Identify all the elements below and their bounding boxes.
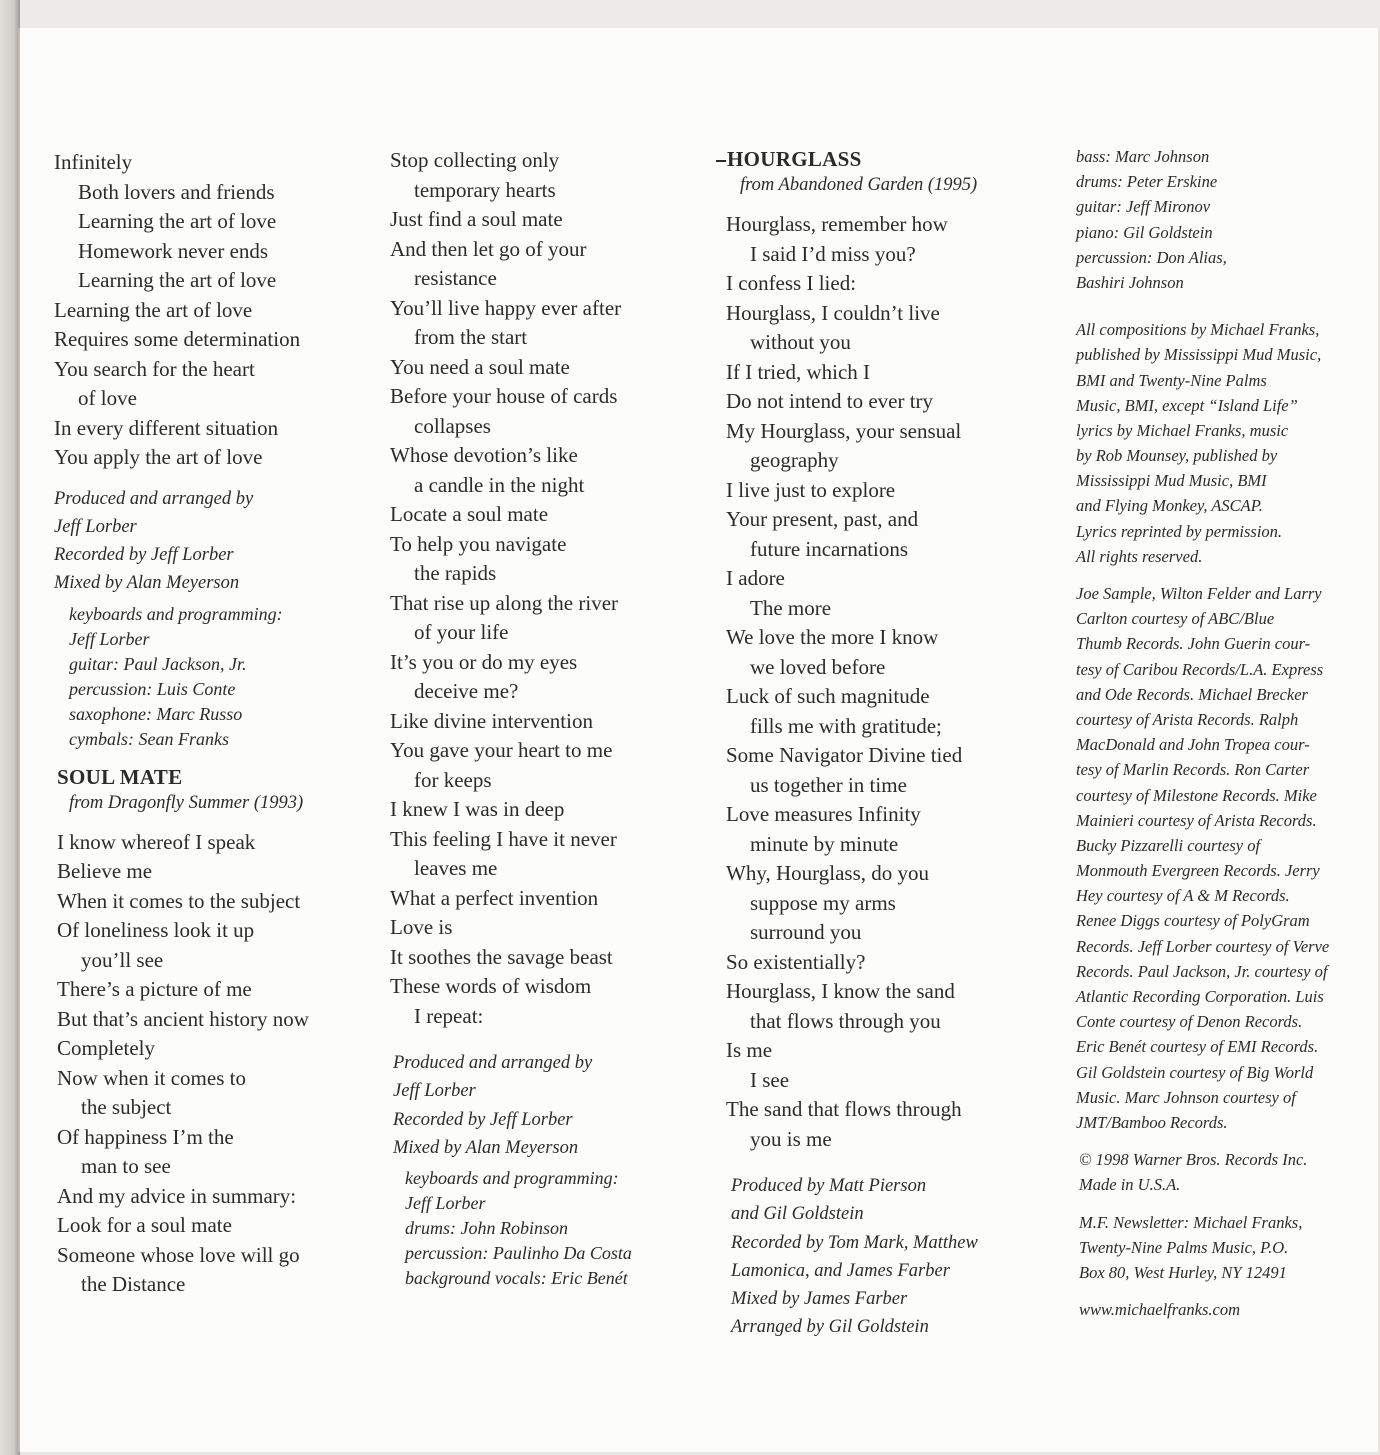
courtesy-notice (1076, 581, 1376, 1135)
lyric-line: Learning the art of love (54, 297, 253, 322)
lyric-line: This feeling I have it never (390, 826, 617, 851)
lyric-line: What a perfect invention (390, 885, 599, 910)
text-line: published by Mississippi Mud Music, (1076, 345, 1322, 365)
lyric-line: You search for the heart (54, 356, 255, 381)
lyric-line: It soothes the savage beast (390, 944, 613, 969)
website-url: www.michaelfranks.com (1079, 1300, 1241, 1320)
text-line: Music. Marc Johnson courtesy of (1076, 1087, 1296, 1107)
lyric-line: When it comes to the subject (57, 888, 301, 913)
text-line: Jeff Lorber (54, 516, 137, 537)
text-line: Carlton courtesy of ABC/Blue (1076, 609, 1275, 629)
lyric-line: You need a soul mate (390, 354, 570, 379)
text-line: guitar: Jeff Mironov (1076, 197, 1211, 217)
column-1 (54, 148, 364, 1300)
lyric-line: Like divine intervention (390, 708, 593, 733)
lyric-line: I see (750, 1067, 790, 1092)
scan-top-edge (0, 0, 1380, 28)
lyric-line: Whose devotion’s like (390, 443, 578, 467)
lyric-line: And then let go of your (390, 236, 587, 261)
text-line: Jeff Lorber (405, 1193, 486, 1214)
lyric-line: temporary hearts (414, 177, 556, 202)
text-line: Mixed by Alan Meyerson (393, 1137, 579, 1158)
lyric-line: I said I’d miss you? (750, 241, 916, 266)
lyric-line: Just find a soul mate (390, 207, 563, 231)
copyright-notice (1079, 1147, 1376, 1197)
text-line: Lamonica, and James Farber (731, 1260, 950, 1281)
text-line: JMT/Bamboo Records. (1076, 1112, 1228, 1132)
lyric-line: a candle in the night (414, 472, 585, 497)
lyric-line: I knew I was in deep (390, 797, 565, 821)
column-3 (716, 146, 1036, 1342)
text-line: Recorded by Tom Mark, Matthew (731, 1232, 978, 1253)
text-line: Conte courtesy of Denon Records. (1076, 1012, 1303, 1032)
text-line: and Flying Monkey, ASCAP. (1076, 496, 1263, 516)
text-line: Gil Goldstein courtesy of Big World (1076, 1062, 1314, 1082)
song-title-soul-mate: SOUL MATE (57, 764, 183, 789)
text-line: cymbals: Sean Franks (69, 728, 229, 749)
lyric-line: Learning the art of love (78, 268, 277, 292)
lyric-line: My Hourglass, your sensual (726, 418, 962, 443)
text-line: keyboards and programming: (69, 603, 283, 624)
compositions-notice (1076, 317, 1376, 569)
lyric-line: Some Navigator Divine tied (726, 743, 963, 767)
lyric-line: Of loneliness look it up (57, 918, 255, 943)
lyric-line: Hourglass, I know the sand (726, 979, 955, 1003)
text-line: percussion: Paulinho Da Costa (405, 1243, 632, 1264)
text-line: bass: Marc Johnson (1076, 147, 1210, 166)
text-line: drums: John Robinson (405, 1218, 568, 1239)
lyric-line: for keeps (414, 767, 492, 792)
lyric-line: Hourglass, remember how (726, 212, 948, 236)
text-line: Hey courtesy of A & M Records. (1076, 886, 1290, 906)
lyric-line: We love the more I know (726, 625, 939, 649)
lyric-line: leaves me (414, 856, 498, 880)
lyric-line: Of happiness I’m the (57, 1124, 234, 1149)
lyrics-hourglass (726, 210, 1036, 1154)
lyric-line: If I tried, which I (726, 359, 871, 384)
lyric-line: geography (750, 448, 839, 472)
lyrics-art-of-love (54, 148, 364, 473)
lyrics-soul-mate-part1 (57, 828, 364, 1300)
lyric-line: Your present, past, and (726, 507, 919, 531)
text-line: Made in U.S.A. (1079, 1175, 1181, 1195)
text-line: piano: Gil Goldstein (1076, 222, 1213, 242)
text-line: tesy of Marlin Records. Ron Carter (1076, 760, 1310, 780)
text-line: drums: Peter Erskine (1076, 172, 1218, 192)
text-line: Monmouth Evergreen Records. Jerry (1076, 861, 1320, 881)
lyrics-soul-mate-part2 (390, 146, 690, 1031)
text-line: Lyrics reprinted by permission. (1076, 521, 1283, 541)
lyric-line: minute by minute (750, 831, 899, 856)
song-title-hourglass (716, 146, 1036, 172)
lyric-line: future incarnations (750, 536, 909, 561)
booklet-page (20, 28, 1378, 1452)
personnel-hourglass (1076, 144, 1376, 295)
text-line: and Gil Goldstein (731, 1204, 864, 1225)
lyric-line: Completely (57, 1036, 155, 1061)
song-source-hourglass: from Abandoned Garden (1995) (740, 175, 978, 195)
lyric-line: of your life (414, 620, 509, 644)
lyric-line: The more (750, 595, 832, 620)
lyric-line: Look for a soul mate (57, 1213, 232, 1238)
lyric-line: Both lovers and friends (78, 179, 275, 204)
text-line: Produced and arranged by (393, 1053, 593, 1073)
text-line: Eric Benét courtesy of EMI Records. (1076, 1037, 1319, 1057)
lyric-line: you’ll see (81, 947, 164, 972)
lyric-line: from the start (414, 325, 528, 349)
text-line: percussion: Don Alias, (1076, 247, 1227, 267)
lyric-line: without you (750, 330, 851, 354)
lyric-line: I repeat: (414, 1003, 484, 1028)
lyric-line: the rapids (414, 561, 497, 585)
text-line: saxophone: Marc Russo (69, 703, 243, 724)
lyric-line: the Distance (81, 1272, 186, 1297)
text-line: Arranged by Gil Goldstein (731, 1317, 929, 1338)
text-line: Box 80, West Hurley, NY 12491 (1079, 1262, 1287, 1282)
lyric-line: resistance (414, 266, 497, 290)
credits-soul-mate (393, 1049, 690, 1162)
lyric-line: And my advice in summary: (57, 1183, 297, 1208)
credits-hourglass (731, 1172, 1036, 1342)
lyric-line: So existentially? (726, 949, 866, 974)
text-line: Bucky Pizzarelli courtesy of (1076, 835, 1261, 855)
lyric-line: Before your house of cards (390, 384, 618, 408)
text-line: Mixed by James Farber (731, 1289, 908, 1310)
personnel-soul-mate (405, 1166, 690, 1291)
text-line: Recorded by Jeff Lorber (393, 1109, 573, 1130)
text-line: M.F. Newsletter: Michael Franks, (1079, 1212, 1303, 1232)
lyric-line: But that’s ancient history now (57, 1006, 309, 1031)
lyric-line: Now when it comes to (57, 1065, 246, 1090)
lyric-line: Someone whose love will go (57, 1242, 300, 1267)
column-4 (1076, 144, 1376, 1322)
text-line: Mississippi Mud Music, BMI (1076, 471, 1267, 491)
lyric-line: Love measures Infinity (726, 802, 921, 826)
lyric-line: Love is (390, 915, 453, 939)
text-line: Twenty-Nine Palms Music, P.O. (1079, 1237, 1289, 1257)
lyric-line: I adore (726, 566, 785, 590)
text-line: Music, BMI, except “Island Life” (1076, 395, 1298, 415)
text-line: All rights reserved. (1076, 546, 1203, 566)
lyric-line: Locate a soul mate (390, 502, 549, 526)
text-line: BMI and Twenty-Nine Palms (1076, 370, 1267, 390)
lyric-line: Requires some determination (54, 327, 301, 351)
text-line: guitar: Paul Jackson, Jr. (69, 653, 247, 674)
text-line: lyrics by Michael Franks, music (1076, 420, 1289, 440)
lyric-line: You’ll live happy ever after (390, 295, 622, 320)
lyric-line: Luck of such magnitude (726, 684, 930, 708)
lyric-line: man to see (81, 1154, 171, 1179)
booklet-spine-edge (0, 0, 20, 1455)
text-line: tesy of Caribou Records/L.A. Express (1076, 659, 1324, 679)
text-line: Recorded by Jeff Lorber (54, 545, 234, 566)
text-line: Mixed by Alan Meyerson (54, 573, 240, 594)
text-line: percussion: Luis Conte (69, 678, 236, 699)
lyric-line: Is me (726, 1038, 773, 1062)
lyric-line: us together in time (750, 772, 907, 797)
text-line: All compositions by Michael Franks, (1076, 320, 1320, 340)
text-line: © 1998 Warner Bros. Records Inc. (1079, 1150, 1308, 1170)
lyric-line: Do not intend to ever try (726, 389, 934, 413)
text-line: courtesy of Arista Records. Ralph (1076, 709, 1299, 729)
lyric-line: In every different situation (54, 415, 279, 440)
lyric-line: That rise up along the river (390, 590, 619, 615)
lyric-line: collapses (414, 413, 491, 438)
lyric-line: I know whereof I speak (57, 829, 256, 854)
credits-art-of-love (54, 485, 364, 598)
text-line: by Rob Mounsey, published by (1076, 446, 1278, 466)
lyric-line: These words of wisdom (390, 974, 592, 998)
lyric-line: suppose my arms (750, 890, 896, 915)
text-line: and Ode Records. Michael Brecker (1076, 684, 1308, 704)
newsletter-address (1079, 1210, 1376, 1286)
lyric-line: To help you navigate (390, 531, 567, 556)
text-line: Records. Jeff Lorber courtesy of Verve (1076, 936, 1330, 956)
text-line: MacDonald and John Tropea cour- (1076, 735, 1310, 755)
personnel-art-of-love (69, 602, 364, 752)
column-2 (390, 146, 690, 1291)
text-line: Thumb Records. John Guerin cour- (1076, 634, 1311, 654)
text-line: background vocals: Eric Benét (405, 1268, 628, 1289)
lyric-line: Learning the art of love (78, 209, 277, 233)
text-line: Joe Sample, Wilton Felder and Larry (1076, 584, 1322, 603)
lyric-line: the subject (81, 1095, 172, 1120)
text-line: Mainieri courtesy of Arista Records. (1076, 810, 1317, 830)
lyric-line: surround you (750, 920, 862, 944)
title-dash-mark (716, 160, 726, 162)
lyric-line: we loved before (750, 654, 886, 679)
lyric-line: Why, Hourglass, do you (726, 861, 929, 885)
lyric-line: Believe me (57, 859, 153, 884)
lyric-line: It’s you or do my eyes (390, 649, 578, 674)
text-line: Jeff Lorber (393, 1081, 476, 1102)
text-line: courtesy of Milestone Records. Mike (1076, 785, 1317, 805)
text-line: Atlantic Recording Corporation. Luis (1076, 987, 1324, 1006)
lyric-line: deceive me? (414, 679, 519, 703)
text-line: Bashiri Johnson (1076, 272, 1184, 292)
song-title-hourglass-text: HOURGLASS (727, 147, 862, 171)
lyric-line: The sand that flows through (726, 1097, 962, 1121)
lyric-line: Stop collecting only (390, 148, 560, 172)
text-line: keyboards and programming: (405, 1168, 619, 1189)
lyric-line: I live just to explore (726, 477, 896, 502)
text-line: Records. Paul Jackson, Jr. courtesy of (1076, 961, 1328, 981)
lyric-line: you is me (750, 1126, 832, 1151)
lyric-line: fills me with gratitude; (750, 713, 942, 738)
text-line: Produced by Matt Pierson (731, 1176, 927, 1196)
lyric-line: Infinitely (54, 150, 133, 174)
lyric-line: of love (78, 386, 137, 410)
lyric-line: You apply the art of love (54, 445, 263, 469)
text-line: Renee Diggs courtesy of PolyGram (1076, 911, 1310, 931)
text-line: Produced and arranged by (54, 488, 254, 509)
lyric-line: Hourglass, I couldn’t live (726, 300, 940, 325)
lyric-line: that flows through you (750, 1008, 941, 1033)
song-source-soul-mate: from Dragonfly Summer (1993) (69, 792, 304, 813)
lyric-line: Homework never ends (78, 238, 269, 263)
lyric-line: I confess I lied: (726, 271, 857, 295)
lyric-line: You gave your heart to me (390, 738, 613, 762)
lyric-line: There’s a picture of me (57, 977, 252, 1002)
text-line: Jeff Lorber (69, 628, 150, 649)
